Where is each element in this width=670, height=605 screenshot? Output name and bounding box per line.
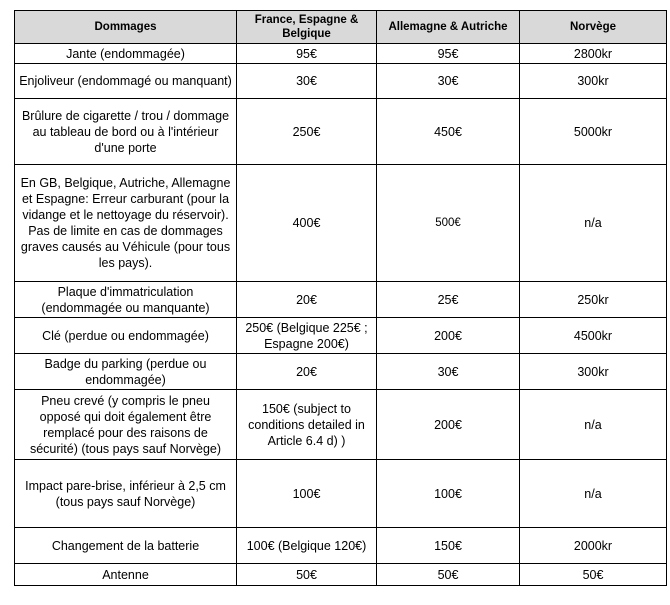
cell-price-de-at: 200€ bbox=[377, 390, 520, 460]
cell-price-fr-es-be: 50€ bbox=[237, 564, 377, 586]
cell-price-no: 2000kr bbox=[520, 528, 667, 564]
cell-price-de-at: 450€ bbox=[377, 99, 520, 165]
cell-price-fr-es-be: 250€ (Belgique 225€ ; Espagne 200€) bbox=[237, 318, 377, 354]
cell-price-no: 5000kr bbox=[520, 99, 667, 165]
cell-price-fr-es-be: 95€ bbox=[237, 44, 377, 64]
cell-price-de-at: 95€ bbox=[377, 44, 520, 64]
table-row bbox=[15, 282, 667, 318]
cell-price-fr-es-be: 150€ (subject to conditions detailed in Article 6.4 d) ) bbox=[237, 390, 377, 460]
damage-fees-table bbox=[14, 10, 667, 586]
cell-damage: Pneu crevé (y compris le pneu opposé qui doit également être remplacé pour des raisons de sécurité) (tous pays sauf Norvège) bbox=[15, 390, 237, 460]
cell-price-de-at: 150€ bbox=[377, 528, 520, 564]
table-row bbox=[15, 528, 667, 564]
cell-price-no: 50€ bbox=[520, 564, 667, 586]
cell-damage: Changement de la batterie bbox=[15, 528, 237, 564]
cell-price-de-at: 100€ bbox=[377, 460, 520, 528]
cell-price-fr-es-be: 20€ bbox=[237, 282, 377, 318]
table-row bbox=[15, 64, 667, 99]
cell-damage: Badge du parking (perdue ou endommagée) bbox=[15, 354, 237, 390]
cell-damage: Plaque d'immatriculation (endommagée ou manquante) bbox=[15, 282, 237, 318]
damage-fees-table-wrapper bbox=[14, 10, 667, 586]
cell-price-no: 300kr bbox=[520, 64, 667, 99]
cell-price-no: n/a bbox=[520, 460, 667, 528]
cell-price-no: 2800kr bbox=[520, 44, 667, 64]
cell-damage: En GB, Belgique, Autriche, Allemagne et Espagne: Erreur carburant (pour la vidange et le nettoyage du réservoir). Pas de limite en cas de dommages graves causés au Véhicule (pour tous les pays). bbox=[15, 165, 237, 282]
cell-damage: Enjoliveur (endommagé ou manquant) bbox=[15, 64, 237, 99]
table-row bbox=[15, 318, 667, 354]
cell-price-de-at: 50€ bbox=[377, 564, 520, 586]
cell-price-no: 300kr bbox=[520, 354, 667, 390]
header-norvege: Norvège bbox=[520, 11, 667, 44]
cell-damage: Brûlure de cigarette / trou / dommage au tableau de bord ou à l'intérieur d'une porte bbox=[15, 99, 237, 165]
cell-price-de-at: 200€ bbox=[377, 318, 520, 354]
cell-price-fr-es-be: 250€ bbox=[237, 99, 377, 165]
cell-price-no: 4500kr bbox=[520, 318, 667, 354]
cell-price-no: 250kr bbox=[520, 282, 667, 318]
header-allemagne-autriche: Allemagne & Autriche bbox=[377, 11, 520, 44]
table-row bbox=[15, 460, 667, 528]
cell-price-fr-es-be: 20€ bbox=[237, 354, 377, 390]
header-france-espagne-belgique: France, Espagne & Belgique bbox=[237, 11, 377, 44]
table-row bbox=[15, 165, 667, 282]
cell-damage: Clé (perdue ou endommagée) bbox=[15, 318, 237, 354]
cell-price-de-at: 25€ bbox=[377, 282, 520, 318]
cell-price-de-at: 500€ bbox=[377, 165, 520, 282]
cell-price-fr-es-be: 100€ (Belgique 120€) bbox=[237, 528, 377, 564]
cell-price-no: n/a bbox=[520, 390, 667, 460]
cell-price-fr-es-be: 400€ bbox=[237, 165, 377, 282]
cell-price-de-at: 30€ bbox=[377, 64, 520, 99]
header-dommages: Dommages bbox=[15, 11, 237, 44]
cell-damage: Antenne bbox=[15, 564, 237, 586]
cell-price-fr-es-be: 30€ bbox=[237, 64, 377, 99]
table-row bbox=[15, 564, 667, 586]
cell-damage: Jante (endommagée) bbox=[15, 44, 237, 64]
table-row bbox=[15, 44, 667, 64]
table-row bbox=[15, 99, 667, 165]
table-header-row bbox=[15, 11, 667, 44]
cell-price-no: n/a bbox=[520, 165, 667, 282]
cell-price-de-at: 30€ bbox=[377, 354, 520, 390]
cell-damage: Impact pare-brise, inférieur à 2,5 cm (tous pays sauf Norvège) bbox=[15, 460, 237, 528]
table-row bbox=[15, 354, 667, 390]
table-row bbox=[15, 390, 667, 460]
cell-price-fr-es-be: 100€ bbox=[237, 460, 377, 528]
